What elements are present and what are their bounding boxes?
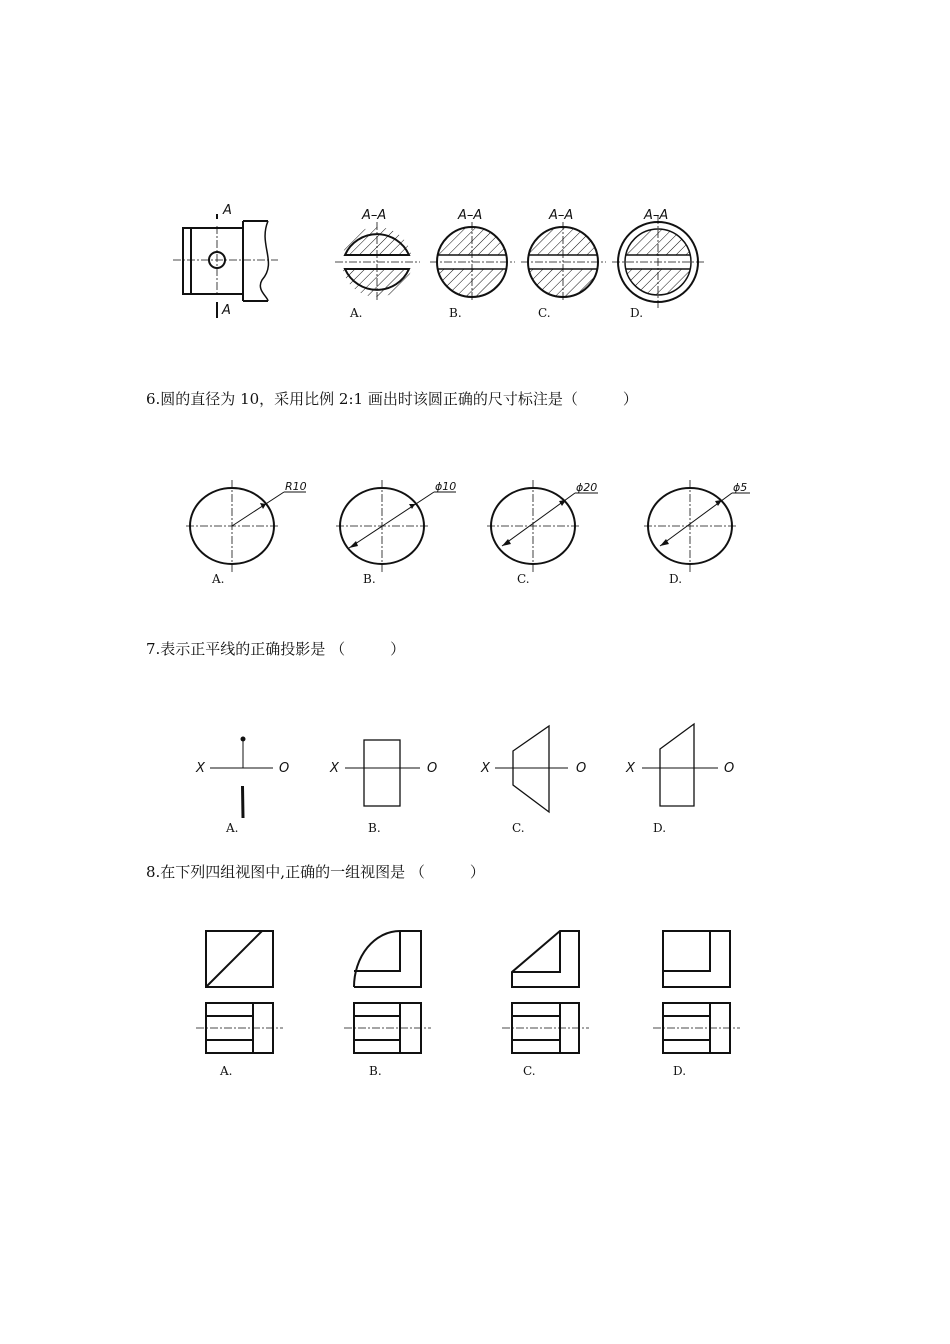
q8-option-c: C. — [523, 1064, 536, 1078]
q5-option-a: A. — [350, 306, 363, 320]
q7-option-d-figure — [660, 724, 694, 806]
axis-x-b: X — [330, 761, 339, 776]
q8-option-d-figure — [653, 931, 740, 1053]
question-6: 6.圆的直径为 10，采用比例 2:1 画出时该圆正确的尺寸标注是（ ） — [146, 390, 638, 408]
q7-option-b-figure — [364, 740, 400, 806]
dim-text-d: ϕ5 — [733, 481, 748, 494]
q7-option-a-figure — [241, 737, 246, 819]
q6-option-c: C. — [517, 572, 530, 586]
q6-option-b-figure — [336, 480, 456, 572]
q8-option-labels — [219, 1064, 686, 1078]
section-label-bottom: A — [222, 303, 231, 318]
section-title-a: A–A — [362, 208, 387, 223]
q8-option-b: B. — [369, 1064, 382, 1078]
q7-option-c-figure — [513, 726, 549, 812]
q5-option-c: C. — [538, 306, 551, 320]
q6-option-a-figure — [186, 480, 306, 572]
q5-option-b: B. — [449, 306, 462, 320]
dim-text-a: R10 — [285, 480, 307, 493]
q6-option-a: A. — [212, 572, 225, 586]
q7-option-c: C. — [512, 821, 525, 835]
section-title-d: A–A — [644, 208, 669, 223]
axis-o-a: O — [279, 761, 290, 776]
section-label-top: A — [223, 203, 232, 218]
section-view-a — [335, 222, 420, 302]
section-view-d — [612, 216, 705, 308]
q7-option-b: B. — [368, 821, 381, 835]
axis-x-d: X — [626, 761, 635, 776]
q8-option-a-figure — [196, 931, 283, 1053]
section-view-b — [430, 222, 515, 302]
q7-option-a: A. — [226, 821, 239, 835]
q5-option-d: D. — [630, 306, 644, 320]
question-8: 8.在下列四组视图中,正确的一组视图是 （ ） — [146, 863, 485, 881]
q6-option-labels — [211, 572, 682, 586]
section-title-b: A–A — [458, 208, 483, 223]
q8-option-c-figure — [502, 931, 589, 1053]
section-titles — [361, 208, 668, 223]
section-title-c: A–A — [549, 208, 574, 223]
q5-option-labels — [349, 306, 643, 320]
axis-o-d: O — [724, 761, 735, 776]
q7-option-labels — [225, 821, 666, 835]
dim-text-c: ϕ20 — [576, 481, 598, 494]
q8-option-a: A. — [220, 1064, 233, 1078]
axis-x-a: X — [196, 761, 205, 776]
axis-o-b: O — [427, 761, 438, 776]
q8-option-d: D. — [673, 1064, 687, 1078]
question-7: 7.表示正平线的正确投影是 （ ） — [146, 640, 406, 658]
axis-x-c: X — [481, 761, 490, 776]
q6-option-b: B. — [363, 572, 376, 586]
q6-option-d: D. — [669, 572, 683, 586]
q7-option-d: D. — [653, 821, 667, 835]
axis-o-c: O — [576, 761, 587, 776]
dim-text-b: ϕ10 — [435, 480, 457, 493]
section-view-c — [521, 222, 606, 302]
q8-option-b-figure — [344, 931, 431, 1053]
